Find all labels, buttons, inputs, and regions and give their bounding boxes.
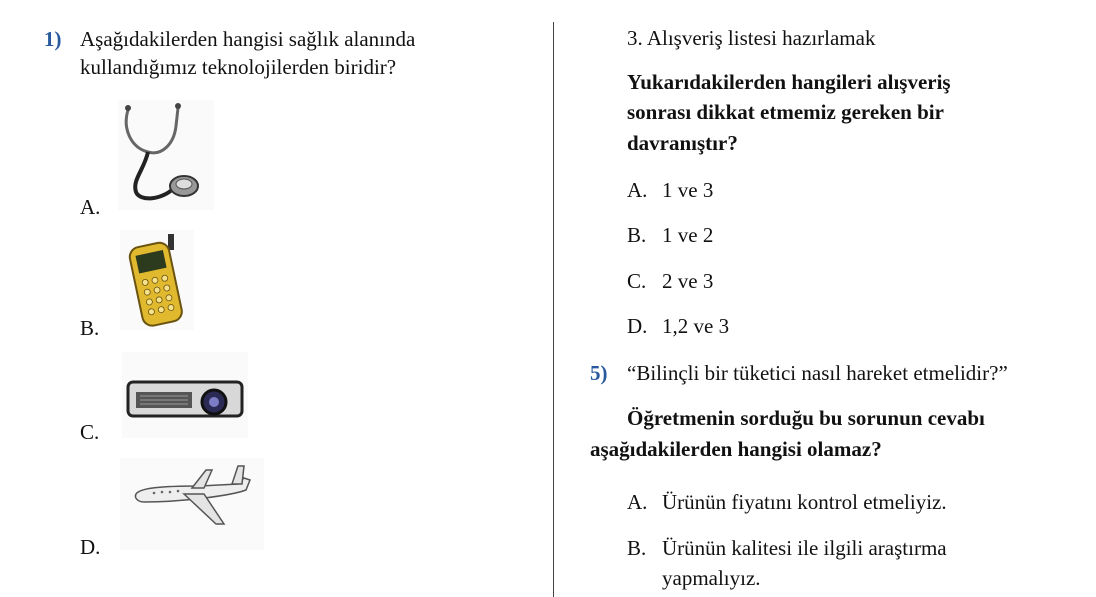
question-4-text-line2: sonrası dikkat etmemiz gereken bir [627, 100, 944, 124]
question-1-text-line2: kullandığımız teknolojilerden biridir? [80, 55, 397, 79]
q4-option-a-text: 1 ve 3 [662, 178, 714, 202]
q4-option-c-text: 2 ve 3 [662, 269, 714, 293]
question-5-quote: “Bilinçli bir tüketici nasıl hareket etmelidir?” [627, 361, 1008, 385]
question-4-text-line3: davranıştır? [627, 131, 738, 155]
q5-option-a-letter: A. [627, 490, 648, 514]
list-item-3: 3. Alışveriş listesi hazırlamak [627, 26, 876, 50]
question-5-text-line2: aşağıdakilerden hangisi olamaz? [590, 437, 882, 461]
q4-option-b-text: 1 ve 2 [662, 223, 714, 247]
option-d-letter: D. [80, 535, 101, 559]
question-1-text-line1: Aşağıdakilerden hangisi sağlık alanında [80, 27, 416, 51]
q5-option-b-text: Ürünün kalitesi ile ilgili araştırma [662, 536, 947, 560]
q4-option-a-letter: A. [627, 178, 648, 202]
projector-icon [122, 352, 248, 438]
q5-option-b-text-line2: yapmalıyız. [662, 566, 761, 590]
question-1-number: 1) [44, 27, 62, 51]
q4-option-d-text: 1,2 ve 3 [662, 314, 730, 338]
q4-option-d-letter: D. [627, 314, 648, 338]
question-4-text-line1: Yukarıdakilerden hangileri alışveriş [627, 70, 951, 94]
option-b-letter: B. [80, 316, 100, 340]
q4-option-b-letter: B. [627, 223, 647, 247]
mobile-phone-image [120, 230, 194, 330]
question-5-text-line1: Öğretmenin sorduğu bu sorunun cevabı [627, 406, 985, 430]
option-c-letter: C. [80, 420, 100, 444]
stethoscope-image [118, 100, 214, 210]
airplane-icon [120, 458, 264, 550]
q5-option-a-text: Ürünün fiyatını kontrol etmeliyiz. [662, 490, 947, 514]
option-a-letter: A. [80, 195, 101, 219]
q4-option-c-letter: C. [627, 269, 647, 293]
question-5-number: 5) [590, 361, 608, 385]
stethoscope-icon [118, 100, 214, 210]
column-divider [553, 22, 554, 597]
projector-image [122, 352, 248, 438]
mobile-phone-icon [120, 230, 194, 330]
airplane-image [120, 458, 264, 550]
q5-option-b-letter: B. [627, 536, 647, 560]
